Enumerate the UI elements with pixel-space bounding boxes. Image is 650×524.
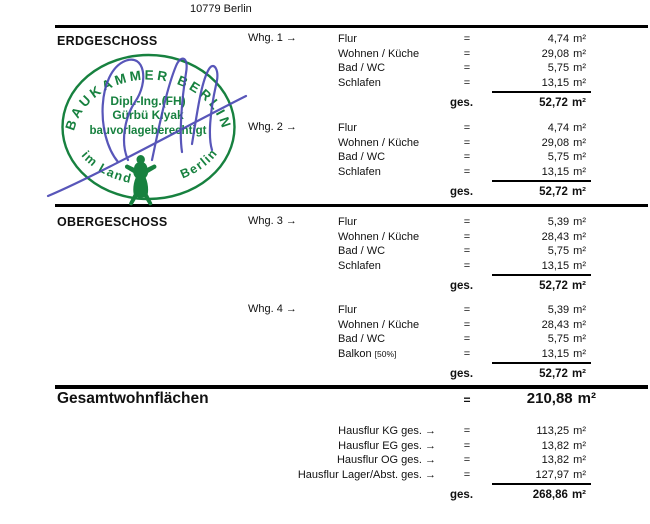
room-label: Bad / WC — [338, 245, 386, 257]
apartment-block-whg4 — [0, 303, 650, 383]
equals-sign: = — [463, 333, 471, 345]
area-unit: m² — [573, 122, 586, 134]
area-unit: m² — [573, 62, 586, 74]
sum-underline — [492, 91, 591, 93]
area-unit: m² — [573, 347, 586, 360]
stamp-authorization-line: bauvorlageberechtigt — [89, 125, 207, 137]
area-unit: m² — [573, 216, 586, 228]
room-label: Flur — [338, 216, 357, 228]
equals-sign: = — [463, 47, 471, 60]
equals-sign: = — [463, 136, 471, 149]
area-value: 4,74 — [547, 122, 570, 134]
equals-sign: = — [463, 33, 471, 45]
area-unit: m² — [573, 165, 586, 178]
area-value: 5,39 — [547, 304, 570, 316]
stamp-arc-bottom-right-text: Berlin — [178, 145, 221, 182]
room-label: Wohnen / Küche — [338, 136, 420, 149]
area-unit: m² — [571, 489, 586, 501]
room-label: Schlafen — [338, 76, 381, 89]
area-unit: m² — [573, 47, 586, 60]
equals-sign: = — [463, 230, 471, 243]
room-row — [0, 215, 650, 230]
area-value: 13,15 — [541, 259, 570, 272]
sum-underline — [492, 362, 591, 364]
grand-total-label: Gesamtwohnflächen — [57, 390, 209, 407]
equals-sign: = — [463, 122, 471, 134]
apartment-label: Whg. 4 → — [248, 303, 297, 315]
total-value: 52,72 — [539, 368, 568, 380]
area-value: 29,08 — [541, 136, 570, 149]
total-value: 268,86 — [532, 489, 568, 501]
equals-sign: = — [463, 468, 471, 481]
apartment-label: Whg. 1 → — [248, 32, 297, 44]
area-unit: m² — [573, 136, 586, 149]
ges-label: ges. — [450, 368, 474, 380]
hausflur-row — [0, 453, 650, 468]
area-unit: m² — [573, 439, 586, 452]
area-unit: m² — [573, 151, 586, 163]
total-value: 52,72 — [539, 280, 568, 292]
area-unit: m² — [577, 390, 596, 407]
area-value: 13,15 — [541, 76, 570, 89]
area-unit: m² — [573, 259, 586, 272]
room-row — [0, 332, 650, 347]
room-label: Bad / WC — [338, 151, 386, 163]
room-row — [0, 230, 650, 245]
hausflur-label: Hausflur EG ges. → — [338, 439, 436, 452]
hausflur-row — [0, 439, 650, 454]
room-label: Schlafen — [338, 165, 381, 178]
room-row — [0, 244, 650, 259]
grand-total-value: 210,88 — [526, 390, 573, 407]
area-unit: m² — [573, 468, 586, 481]
area-value: 5,75 — [547, 245, 570, 257]
horizontal-rule-top — [55, 25, 648, 28]
grand-total-row — [0, 390, 650, 412]
equals-sign: = — [463, 304, 471, 316]
area-value: 4,74 — [547, 33, 570, 45]
room-label: Bad / WC — [338, 62, 386, 74]
apartment-label: Whg. 3 → — [248, 215, 297, 227]
ges-label: ges. — [450, 280, 474, 292]
stamp-title-line: Dipl.-Ing.(FH) — [110, 94, 186, 108]
area-value: 13,82 — [541, 454, 570, 466]
area-value: 5,75 — [547, 333, 570, 345]
total-value: 52,72 — [539, 97, 568, 109]
area-unit: m² — [573, 33, 586, 45]
balkon-percentage-note: [50%] — [374, 348, 397, 359]
horizontal-rule-bottom — [55, 385, 648, 389]
room-row — [0, 259, 650, 274]
area-value: 5,75 — [547, 151, 570, 163]
apartment-label: Whg. 2 → — [248, 121, 297, 133]
room-row — [0, 303, 650, 318]
equals-sign: = — [463, 165, 471, 178]
area-value: 29,08 — [541, 47, 570, 60]
ges-label: ges. — [450, 186, 474, 198]
section-title-erdgeschoss: ERDGESCHOSS — [57, 34, 158, 48]
area-value: 127,97 — [535, 468, 570, 481]
total-row — [0, 367, 650, 383]
room-label: Schlafen — [338, 259, 381, 272]
area-value: 113,25 — [536, 425, 570, 437]
total-value: 52,72 — [539, 186, 568, 198]
stamp-name-line: Gürbü Kıyak — [112, 108, 184, 122]
sum-underline — [492, 180, 591, 182]
equals-sign: = — [463, 425, 471, 437]
area-unit: m² — [571, 186, 586, 198]
ges-label: ges. — [450, 97, 474, 109]
area-unit: m² — [573, 304, 586, 316]
area-unit: m² — [573, 333, 586, 345]
area-unit: m² — [571, 368, 586, 380]
baukammer-berlin-stamp — [40, 42, 255, 212]
equals-sign: = — [463, 439, 471, 452]
equals-sign: = — [463, 76, 471, 89]
room-label: Wohnen / Küche — [338, 230, 420, 243]
hausflur-block — [0, 424, 650, 504]
equals-sign: = — [463, 454, 471, 466]
equals-sign: = — [463, 393, 471, 407]
area-unit: m² — [573, 454, 586, 466]
room-label: Flur — [338, 122, 357, 134]
area-unit: m² — [573, 318, 586, 331]
area-value: 13,15 — [541, 347, 570, 360]
equals-sign: = — [463, 216, 471, 228]
address-line: 10779 Berlin — [190, 3, 252, 15]
area-unit: m² — [573, 230, 586, 243]
room-label: Wohnen / Küche — [338, 47, 420, 60]
room-row — [0, 347, 650, 362]
equals-sign: = — [463, 318, 471, 331]
hausflur-row — [0, 468, 650, 483]
equals-sign: = — [463, 151, 471, 163]
room-label: Wohnen / Küche — [338, 318, 420, 331]
hausflur-label: Hausflur OG ges. → — [336, 454, 436, 466]
area-value: 13,82 — [541, 439, 570, 452]
apartment-block-whg3 — [0, 215, 650, 295]
equals-sign: = — [463, 245, 471, 257]
section-title-obergeschoss: OBERGESCHOSS — [57, 215, 168, 229]
stamp-arc-top-text: BAUKAMMER BERLIN — [62, 67, 235, 133]
sum-underline — [492, 483, 591, 485]
area-unit: m² — [571, 280, 586, 292]
sum-underline — [492, 274, 591, 276]
area-value: 13,15 — [541, 165, 570, 178]
ges-label: ges. — [450, 489, 474, 501]
room-label: Balkon [50%] — [338, 347, 397, 360]
hausflur-row — [0, 424, 650, 439]
room-label: Flur — [338, 33, 357, 45]
hausflur-label: Hausflur KG ges. → — [338, 425, 436, 437]
area-unit: m² — [573, 425, 586, 437]
area-value: 5,39 — [547, 216, 570, 228]
total-row — [0, 279, 650, 295]
total-row — [0, 488, 650, 504]
equals-sign: = — [463, 347, 471, 360]
room-row — [0, 318, 650, 333]
area-unit: m² — [573, 245, 586, 257]
room-label: Bad / WC — [338, 333, 386, 345]
area-unit: m² — [571, 97, 586, 109]
room-label: Flur — [338, 304, 357, 316]
area-value: 28,43 — [541, 230, 570, 243]
area-unit: m² — [573, 76, 586, 89]
hausflur-label: Hausflur Lager/Abst. ges. → — [297, 468, 436, 481]
equals-sign: = — [463, 259, 471, 272]
area-value: 28,43 — [541, 318, 570, 331]
equals-sign: = — [463, 62, 471, 74]
area-value: 5,75 — [547, 62, 570, 74]
stamp-arc-bottom-left-text: im Land — [78, 148, 134, 187]
